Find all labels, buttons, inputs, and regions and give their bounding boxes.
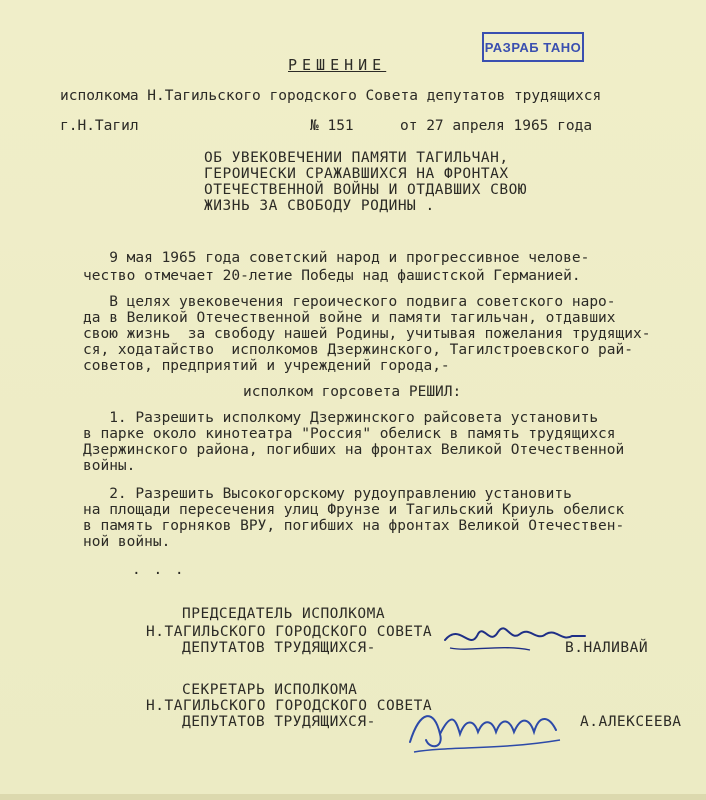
chairman-name: В.НАЛИВАЙ xyxy=(565,640,649,656)
paragraph-line: свою жизнь за свободу нашей Родины, учитывая пожелания трудящих- xyxy=(83,326,651,342)
paragraph-line: В целях увековечения героического подвига советского наро- xyxy=(83,294,616,310)
secretary-title-line: Н.ТАГИЛЬСКОГО ГОРОДСКОГО СОВЕТА xyxy=(146,698,433,714)
chairman-title-line: Н.ТАГИЛЬСКОГО ГОРОДСКОГО СОВЕТА xyxy=(146,624,433,640)
paragraph-line: чество отмечает 20-летие Победы над фашистской Германией. xyxy=(83,268,581,284)
item-line: 2. Разрешить Высокогорскому рудоуправлению установить xyxy=(83,486,572,502)
subject-line: ЖИЗНЬ ЗА СВОБОДУ РОДИНЫ . xyxy=(204,198,435,214)
chairman-title-line: ДЕПУТАТОВ ТРУДЯЩИХСЯ- xyxy=(182,640,376,656)
secretary-signature xyxy=(400,690,580,760)
resolution-heading: исполком горсовета РЕШИЛ: xyxy=(243,384,462,400)
approval-stamp: РАЗРАБ ТАНО xyxy=(482,32,584,62)
document-date: от 27 апреля 1965 года xyxy=(400,118,593,134)
secretary-title-line: ДЕПУТАТОВ ТРУДЯЩИХСЯ- xyxy=(182,714,376,730)
item-line: ной войны. xyxy=(83,534,171,550)
item-line: на площади пересечения улиц Фрунзе и Тагильский Криуль обелиск xyxy=(83,502,625,518)
issuer-line: исполкома Н.Тагильского городского Совета депутатов трудящихся xyxy=(60,88,602,104)
paragraph-line: да в Великой Отечественной войне и памяти тагильчан, отдавших xyxy=(83,310,616,326)
paragraph-line: ся, ходатайство исполкомов Дзержинского, Тагилстроевского рай- xyxy=(83,342,633,358)
ellipsis-mark: . . . xyxy=(132,562,186,578)
page-edge xyxy=(0,794,706,800)
secretary-title-line: СЕКРЕТАРЬ ИСПОЛКОМА xyxy=(182,682,358,698)
paragraph-line: 9 мая 1965 года советский народ и прогрессивное челове- xyxy=(83,250,590,266)
item-line: 1. Разрешить исполкому Дзержинского райсовета установить xyxy=(83,410,599,426)
subject-line: ОБ УВЕКОВЕЧЕНИИ ПАМЯТИ ТАГИЛЬЧАН, xyxy=(204,150,509,166)
chairman-signature xyxy=(440,612,590,662)
document-title: РЕШЕНИЕ xyxy=(288,56,387,74)
document-number: № 151 xyxy=(310,118,354,134)
chairman-title-line: ПРЕДСЕДАТЕЛЬ ИСПОЛКОМА xyxy=(182,606,386,622)
subject-line: ГЕРОИЧЕСКИ СРАЖАВШИХСЯ НА ФРОНТАХ xyxy=(204,166,509,182)
place: г.Н.Тагил xyxy=(60,118,139,134)
secretary-name: А.АЛЕКСЕЕВА xyxy=(580,714,682,730)
item-line: в парке около кинотеатра "Россия" обелиск в память трудящихся xyxy=(83,426,616,442)
subject-line: ОТЕЧЕСТВЕННОЙ ВОЙНЫ И ОТДАВШИХ СВОЮ xyxy=(204,182,528,198)
item-line: войны. xyxy=(83,458,136,474)
item-line: в память горняков ВРУ, погибших на фронтах Великой Отечествен- xyxy=(83,518,625,534)
item-line: Дзержинского района, погибших на фронтах Великой Отечественной xyxy=(83,442,625,458)
paragraph-line: советов, предприятий и учреждений города,- xyxy=(83,358,450,374)
